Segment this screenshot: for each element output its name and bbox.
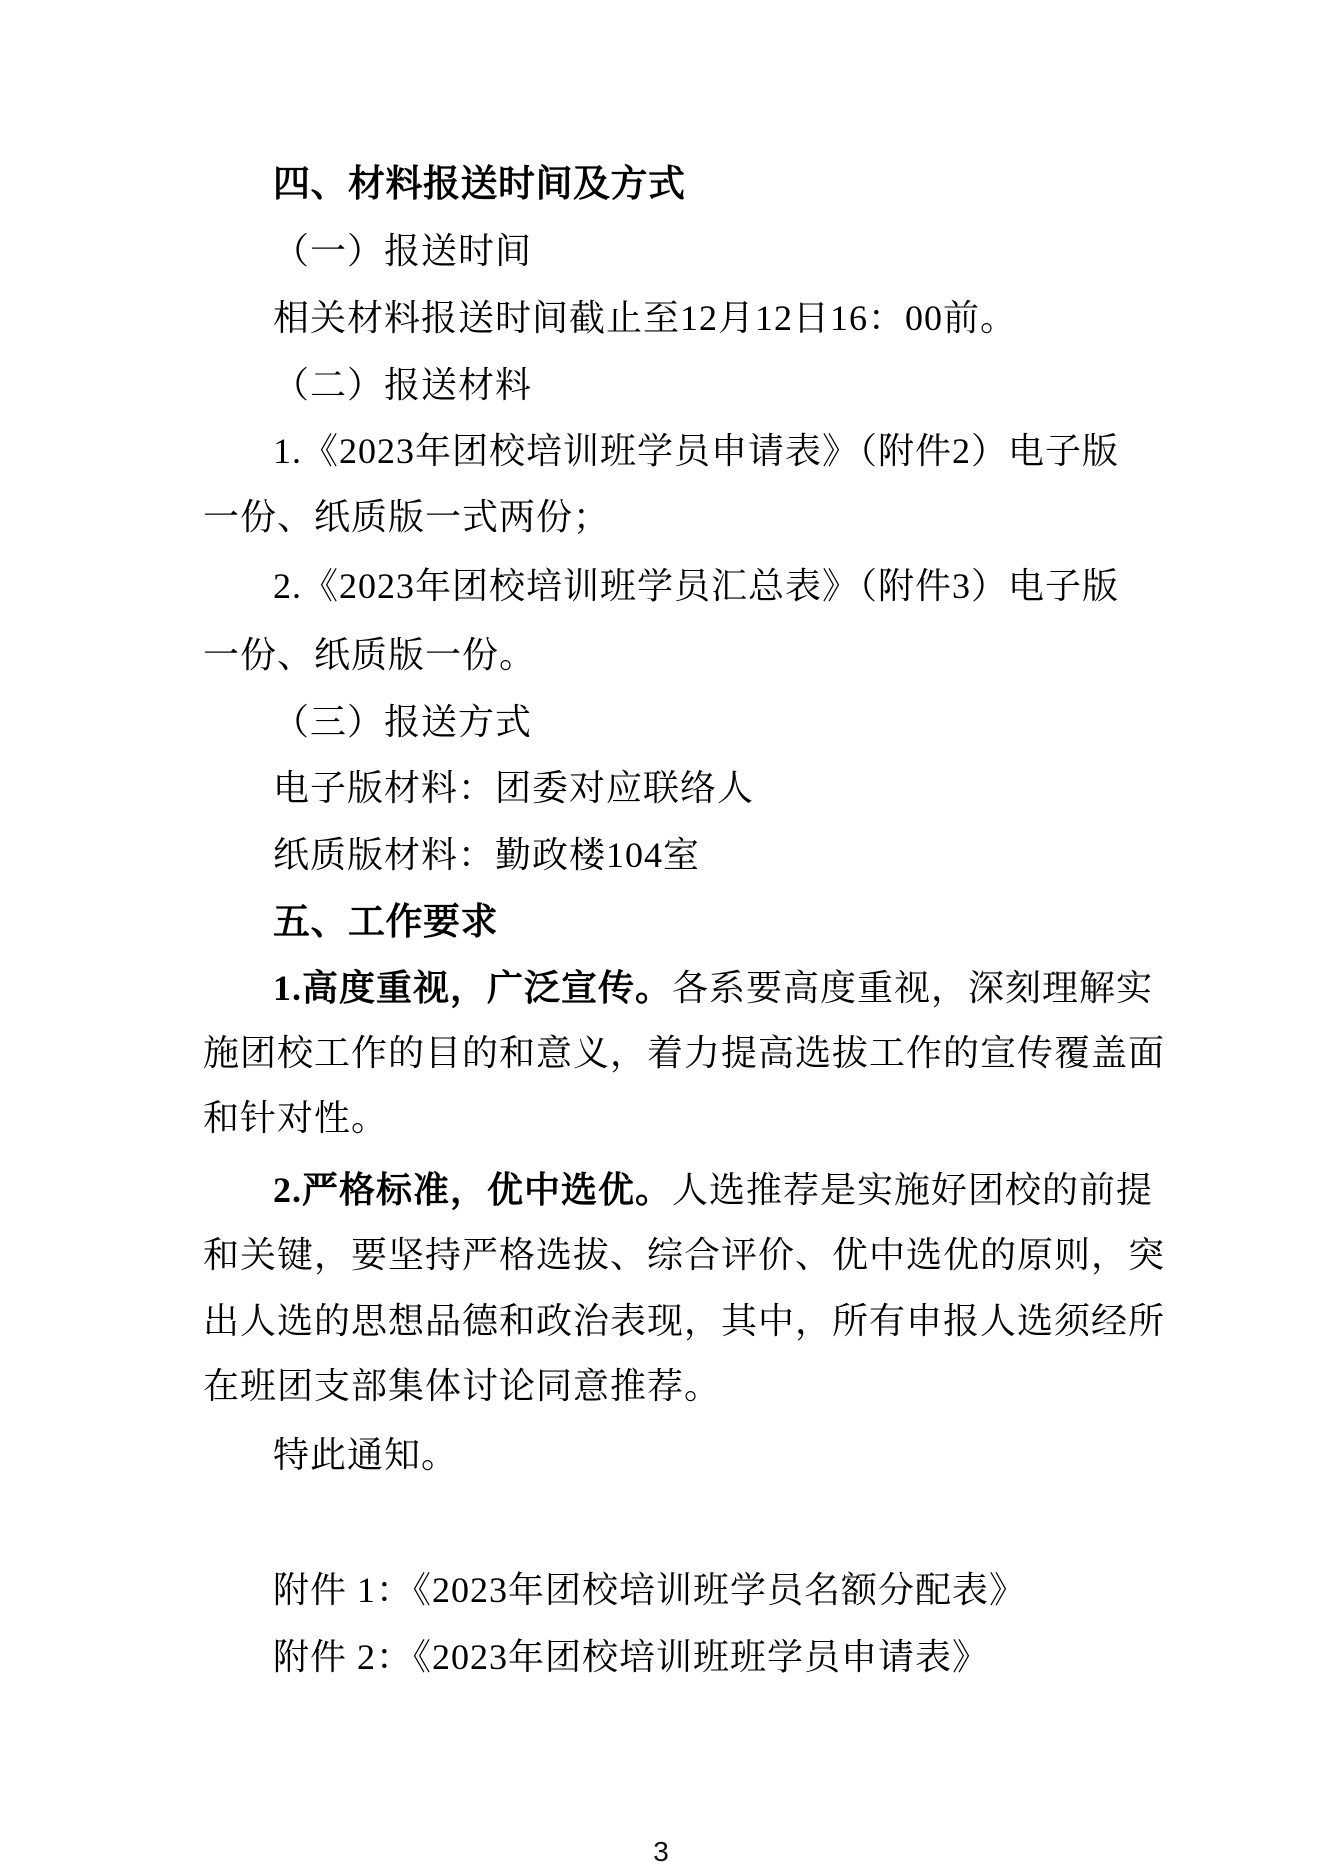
- paragraph-material-1-line-1: 1.《2023年团校培训班学员申请表》（附件2）电子版: [273, 431, 1120, 471]
- paragraph-material-1-line-2: 一份、纸质版一式两份；: [203, 497, 611, 537]
- paragraph-requirement-2-line-4: 在班团支部集体讨论同意推荐。: [203, 1366, 722, 1406]
- paragraph-electronic-materials: 电子版材料：团委对应联络人: [273, 768, 755, 808]
- attachment-1: 附件 1：《2023年团校培训班学员名额分配表》: [273, 1570, 1027, 1610]
- paragraph-requirement-1-line-1: [273, 965, 1153, 1011]
- attachment-2: 附件 2：《2023年团校培训班班学员申请表》: [273, 1637, 990, 1677]
- requirement-2-rest: 人选推荐是实施好团校的前提: [672, 1170, 1154, 1210]
- requirement-1-rest: 各系要高度重视，深刻理解实: [672, 968, 1154, 1008]
- requirement-1-lead: 1.高度重视，广泛宣传。: [273, 968, 673, 1008]
- requirement-2-lead: 2.严格标准，优中选优。: [273, 1170, 673, 1210]
- paragraph-paper-materials: 纸质版材料：勤政楼104室: [273, 835, 701, 875]
- paragraph-requirement-1-line-3: 和针对性。: [203, 1098, 389, 1138]
- heading-section-5: 五、工作要求: [273, 901, 498, 942]
- paragraph-submission-deadline: 相关材料报送时间截止至12月12日16：00前。: [273, 298, 1018, 338]
- page-number: 3: [653, 1836, 669, 1867]
- paragraph-closing-notice: 特此通知。: [273, 1435, 459, 1475]
- paragraph-requirement-2-line-1: [273, 1167, 1153, 1213]
- subheading-submission-time: （一）报送时间: [273, 231, 533, 271]
- subheading-submission-materials: （二）报送材料: [273, 365, 533, 405]
- paragraph-material-2-line-2: 一份、纸质版一份。: [203, 635, 537, 675]
- paragraph-requirement-1-line-2: 施团校工作的目的和意义，着力提高选拔工作的宣传覆盖面: [203, 1033, 1166, 1073]
- heading-section-4: 四、材料报送时间及方式: [273, 163, 686, 204]
- paragraph-requirement-2-line-2: 和关键，要坚持严格选拔、综合评价、优中选优的原则，突: [203, 1235, 1166, 1275]
- subheading-submission-method: （三）报送方式: [273, 702, 533, 742]
- paragraph-requirement-2-line-3: 出人选的思想品德和政治表现，其中，所有申报人选须经所: [203, 1301, 1166, 1341]
- paragraph-material-2-line-1: 2.《2023年团校培训班学员汇总表》（附件3）电子版: [273, 566, 1120, 606]
